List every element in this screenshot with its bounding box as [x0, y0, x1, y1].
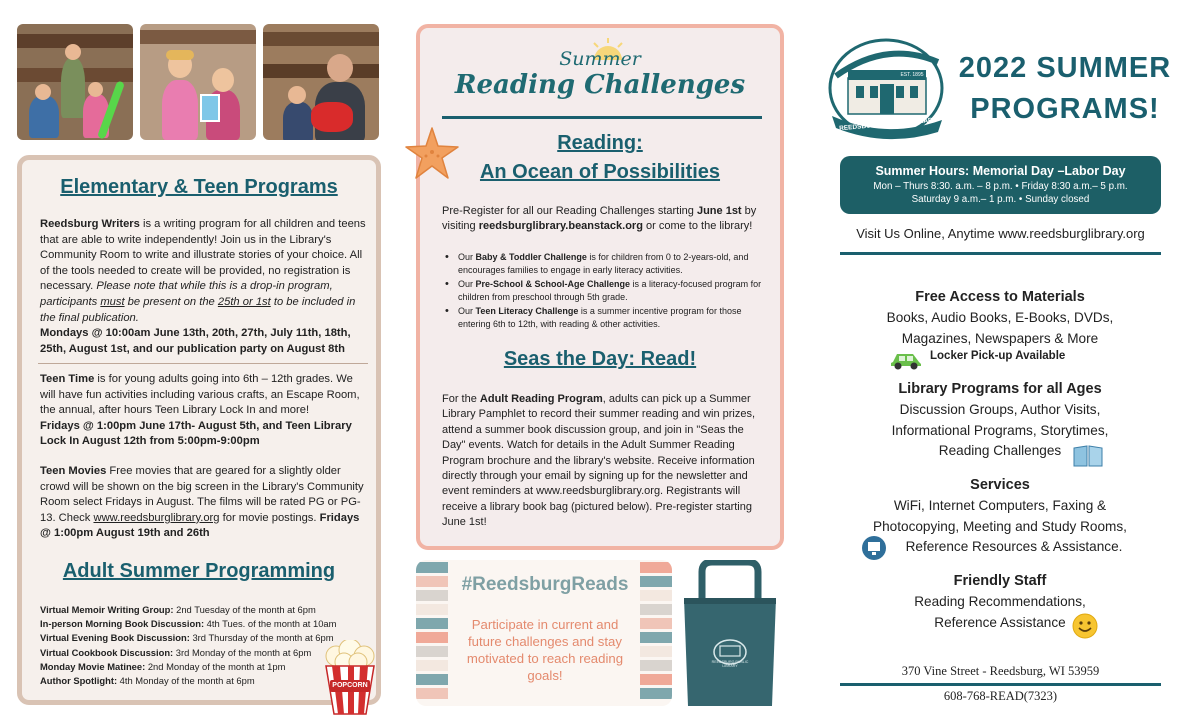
- adult-reading-text: For the Adult Reading Program, adults can pick up a Summer Library Pamphlet to record their summer reading and win prizes, attend a summer book discussion group, and join in "Seas the Day" events. Watch for details in the Adult Summer Reading Program brochure and the library's website. Receive information directly through your email by signing up for the newsletter and event reminders at www.reedsburglibrary.org. Registrants will receive a library book bag (pictured below). Pre-register starting June 1st!: [442, 393, 756, 529]
- materials-section: Free Access to Materials Books, Audio Books, E-Books, DVDs, Magazines, Newspapers & More: [886, 289, 1114, 346]
- teen-time-text: Teen Time is for young adults going into 6th – 12th grades. We will have fun activities including various crafts, an Escape Room, the annual, after hours Teen Library Lock In and more! Fridays @ 1:00pm June 17th- August 5th, and Teen Library Lock In August 12th from 5:00pm-9:00pm: [40, 373, 360, 448]
- divider: [840, 683, 1161, 686]
- challenge-list: [442, 251, 764, 332]
- popcorn-icon: [320, 640, 380, 716]
- list-item: Monday Movie Matinee: 2nd Monday of the month at 1pm: [40, 660, 286, 672]
- reading-challenges-logo-text: Reading Challenges: [454, 70, 746, 100]
- logo-est-text: EST. 1895: [900, 72, 924, 78]
- divider: [38, 363, 368, 364]
- teen-time-schedule: Fridays @ 1:00pm June 17th- August 5th, and Teen Library Lock In August 12th from 5:00pm-9:00pm: [40, 419, 352, 448]
- book-icon: [1072, 442, 1104, 468]
- car-icon: [889, 350, 923, 370]
- locker-pickup-text: Locker Pick-up Available: [930, 350, 1066, 362]
- list-item: Virtual Cookbook Discussion: 3rd Monday of the month at 6pm: [40, 646, 312, 658]
- popcorn-label: POPCORN: [332, 682, 368, 689]
- computer-icon: [862, 536, 886, 560]
- visit-online-text: Visit Us Online, Anytime www.reedsburglibrary.org: [856, 226, 1145, 241]
- divider: [840, 252, 1161, 255]
- services-section: Services WiFi, Internet Computers, Faxing & Photocopying, Meeting and Study Rooms, Reference Resources & Assistance.: [873, 477, 1127, 554]
- divider: [442, 116, 762, 119]
- photo-man-child-basket: [263, 24, 379, 140]
- list-item: Virtual Memoir Writing Group: 2nd Tuesday of the month at 6pm: [40, 604, 316, 615]
- teen-movies-schedule: Fridays @ 1:00pm August 19th and 26th: [40, 511, 360, 540]
- reedsburg-reads-card: [416, 560, 672, 706]
- staff-section: Friendly Staff Reading Recommendations, Reference Assistance: [914, 573, 1086, 630]
- logo-library-name: REEDSBURG PUBLIC LIBRARY: [838, 116, 938, 133]
- hours-weekday: Mon – Thurs 8:30. a.m. – 8 p.m. • Friday 8:30 a.m.– 5 p.m.: [873, 181, 1128, 192]
- reading-challenges-panel: [416, 24, 784, 550]
- list-item: In-person Morning Book Discussion: 4th Tues. of the month at 10am: [40, 618, 337, 630]
- bag-label: REEDSBURG PUBLIC LIBRARY: [711, 660, 749, 668]
- list-item: • Our Pre-School & School-Age Challenge is a literacy-focused program for children from preschool through 5th grade.: [442, 278, 764, 304]
- photo-kids-noodle: [17, 24, 133, 140]
- ocean-title: An Ocean of Possibilities: [479, 161, 721, 183]
- summer-hours-title: Summer Hours: Memorial Day –Labor Day: [875, 164, 1126, 178]
- list-item: • Our Baby & Toddler Challenge is for children from 0 to 2-years-old, and encourages families to engage in early literacy activities.: [442, 251, 764, 277]
- elementary-teen-panel: [17, 155, 381, 705]
- programs-section: Library Programs for all Ages Discussion Groups, Author Visits, Informational Programs, Storytimes, Reading Challenges: [891, 381, 1109, 458]
- phone: 608-768-READ(7323): [943, 689, 1058, 703]
- seas-the-day-title: Seas the Day: Read!: [503, 348, 697, 370]
- library-logo: [826, 36, 946, 144]
- photo-girls-prizes: [140, 24, 256, 140]
- beanstack-link[interactable]: reedsburglibrary.beanstack.org: [478, 220, 643, 233]
- summer-logo-text: Summer: [559, 48, 641, 70]
- hashtag-text: #ReedsburgReads: [461, 574, 629, 595]
- smiley-icon: [1072, 613, 1098, 639]
- book-bag-image: [680, 560, 780, 708]
- hours-weekend: Saturday 9 a.m.– 1 p.m. • Sunday closed: [911, 194, 1090, 205]
- list-item: Virtual Evening Book Discussion: 3rd Thursday of the month at 6pm: [40, 632, 334, 644]
- reading-title: Reading:: [557, 132, 643, 154]
- library-website-link[interactable]: www.reedsburglibrary.org: [93, 511, 220, 524]
- list-item: Author Spotlight: 4th Monday of the month at 6pm: [40, 675, 255, 687]
- preregister-text: Pre-Register for all our Reading Challenges starting June 1st by visiting reedsburglibrary.beanstack.org or come to the library!: [442, 205, 757, 233]
- page-title: 2022 SUMMER PROGRAMS!: [958, 52, 1172, 125]
- reedsburg-writers-text: Reedsburg Writers is a writing program for all children and teens that are able to write independently! Join us in the Library's Community Room to write and illustrate stories of your choice. All of the tools needed to create will be provided, no registration is necessary. Please note that while this is a drop-in program, participants must be present on the 25th or 1st to be included in the final publication. Mondays @ 10:00am June 13th, 20th, 27th, July 11th, 18th, 25th, August 1st, and our publication party on August 8th: [40, 218, 366, 355]
- elementary-teen-title: Elementary & Teen Programs: [60, 176, 338, 198]
- adult-programming-title: Adult Summer Programming: [62, 560, 336, 582]
- hashtag-description: Participate in current and future challenges and stay motivated to reach reading goals!: [466, 617, 624, 683]
- teen-movies-text: Teen Movies Free movies that are geared for a slightly older crowd will be shown on the big screen in the Library's Community Room select Fridays in August. The films will be rated PG or PG-13. Check www.reedsburglibrary.org for movie postings. Fridays @ 1:00pm August 19th and 26th: [40, 465, 364, 540]
- writers-schedule: Mondays @ 10:00am June 13th, 20th, 27th, July 11th, 18th, 25th, August 1st, and our publication party on August 8th: [40, 327, 351, 355]
- address: 370 Vine Street - Reedsburg, WI 53959: [901, 664, 1100, 678]
- summer-hours-box: [840, 156, 1161, 214]
- list-item: • Our Teen Literacy Challenge is a summer incentive program for those entering 6th to 12th, with reading & other activities.: [442, 305, 764, 331]
- starfish-icon: [404, 126, 460, 182]
